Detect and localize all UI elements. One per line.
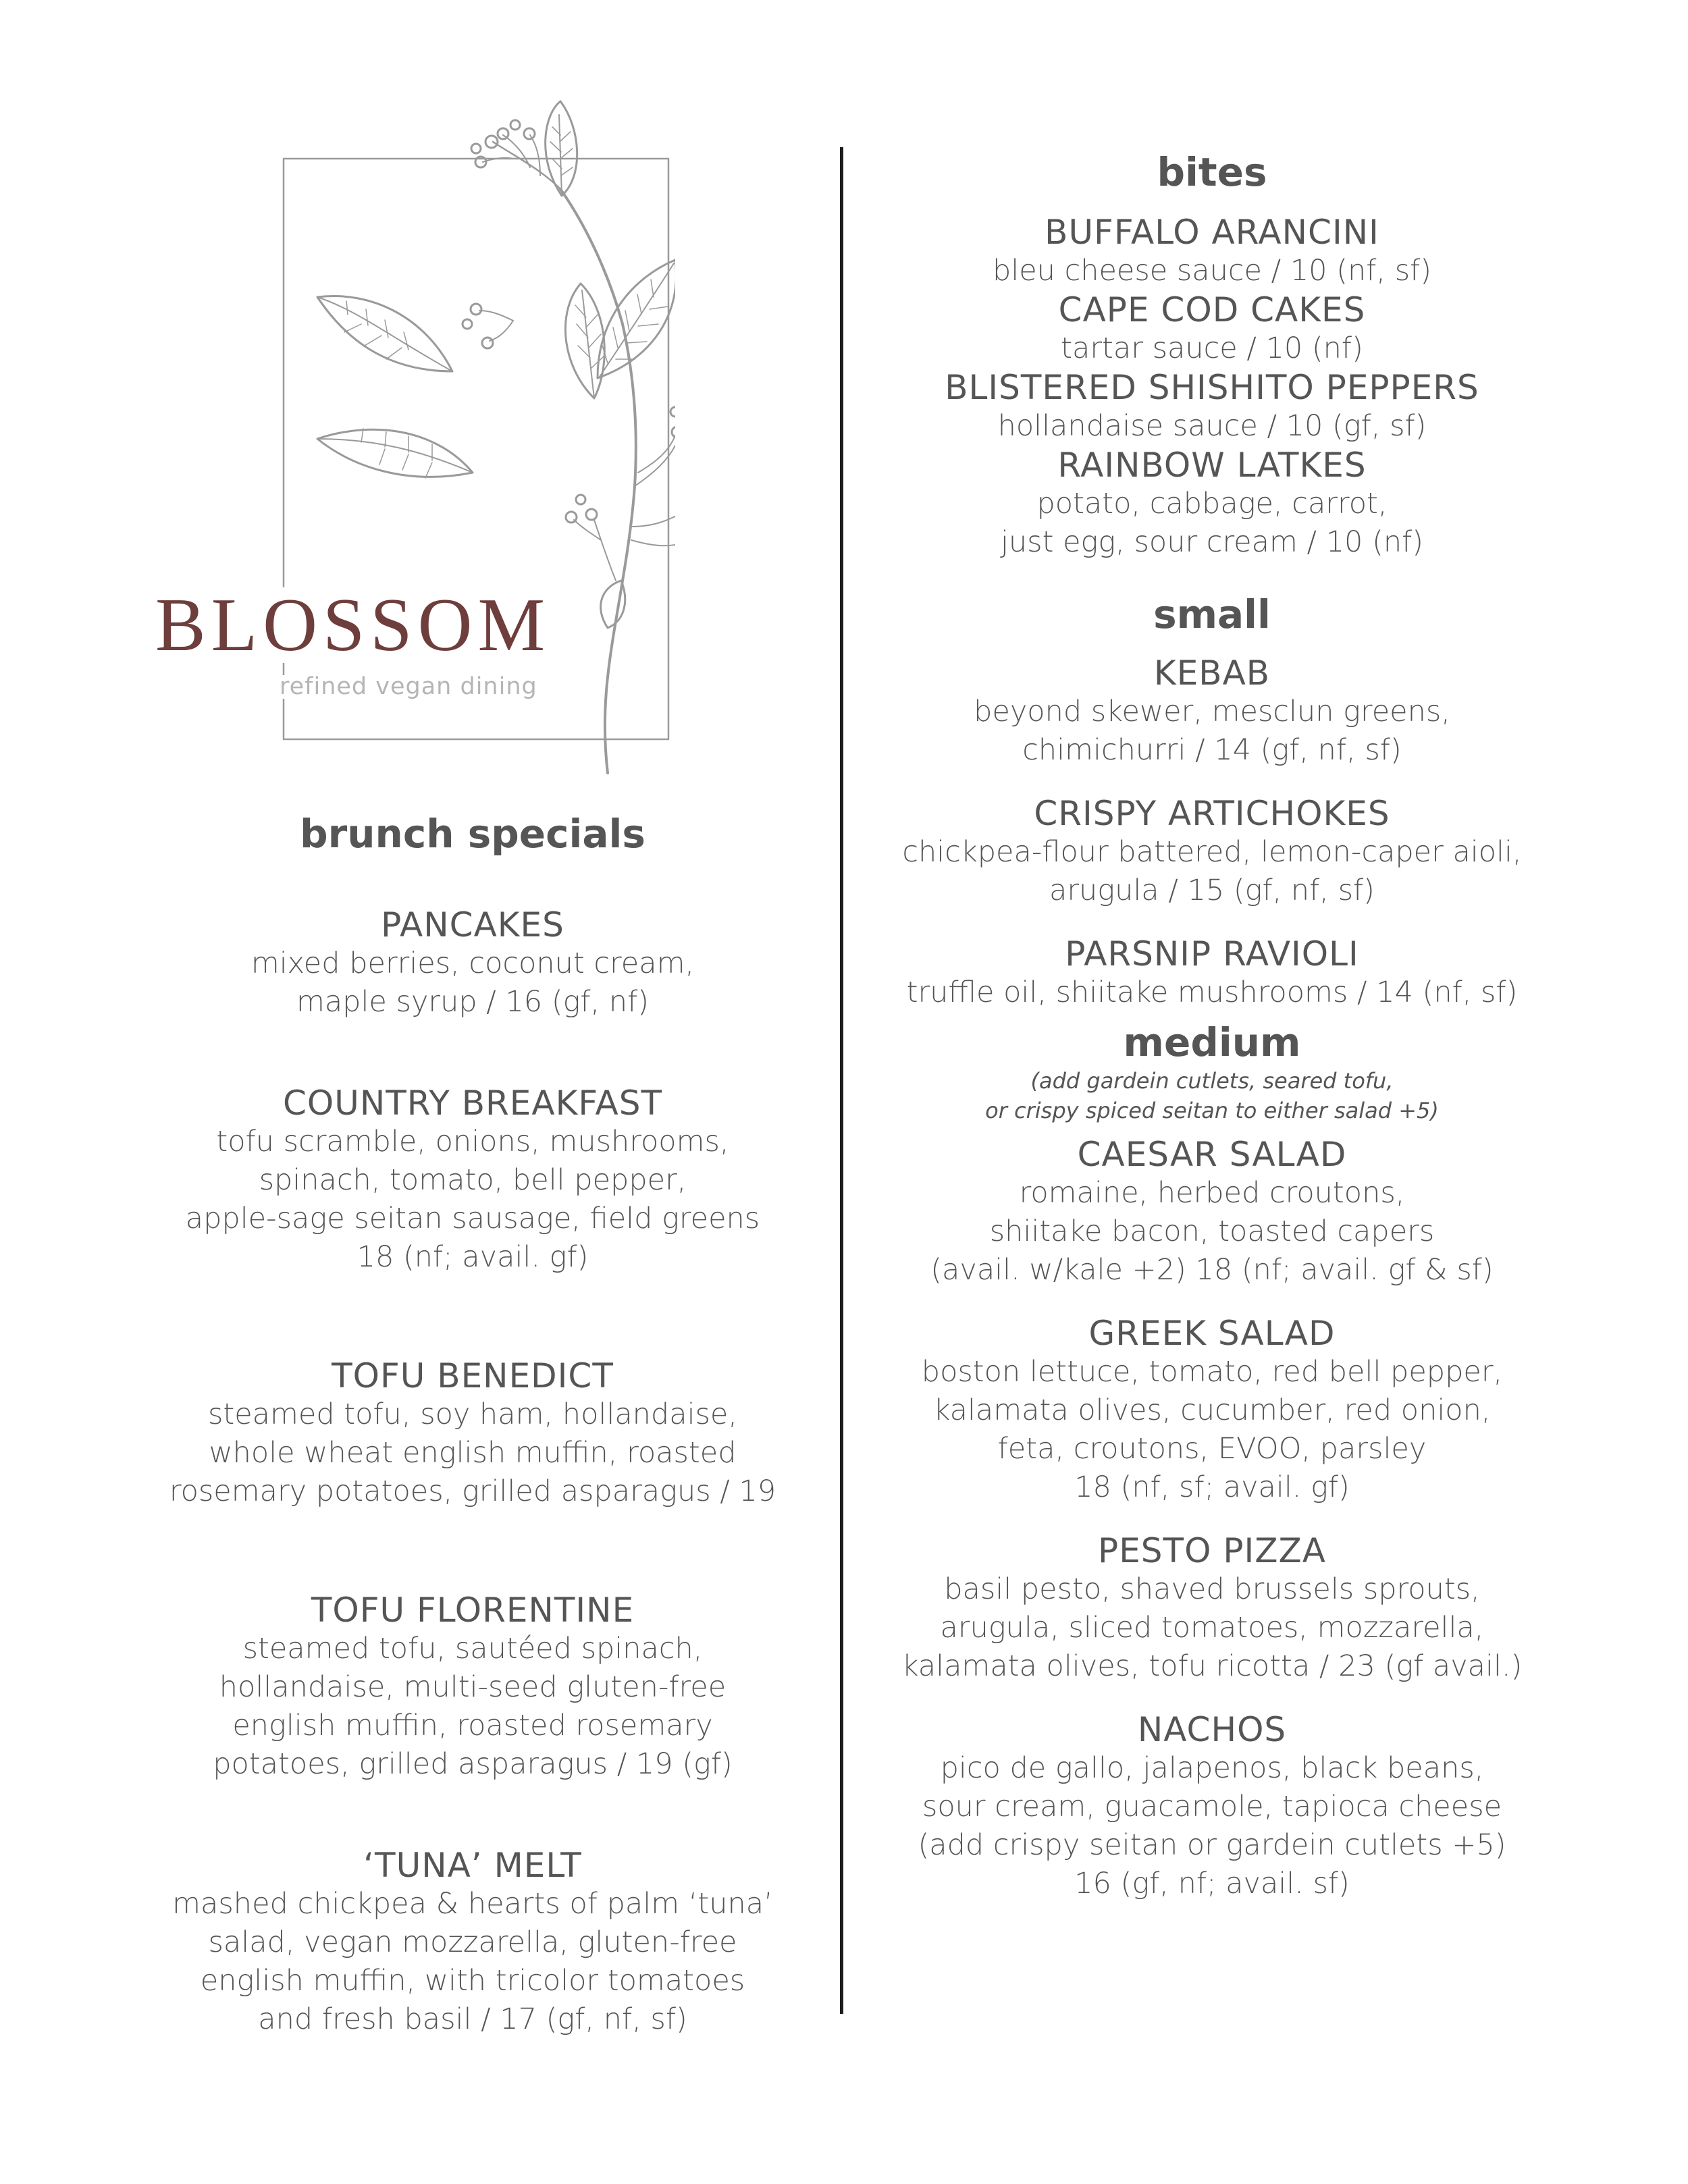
item-description: pico de gallo, jalapenos, black beans, sour cream, guacamole, tapioca cheese (add crispy seitan or gardein cutlets +5) 16 (gf, nf; avail. sf) bbox=[918, 1751, 1506, 1900]
menu-item-parsnip-ravioli bbox=[858, 934, 1566, 1012]
menu-item-buffalo-arancini bbox=[858, 213, 1566, 290]
brand-name: BLOSSOM bbox=[155, 587, 554, 663]
item-description: potato, cabbage, carrot, just egg, sour cream / 10 (nf) bbox=[1000, 487, 1424, 559]
item-name: CAESAR SALAD bbox=[1077, 1135, 1347, 1174]
item-description: tartar sauce / 10 (nf) bbox=[1061, 331, 1363, 365]
column-divider bbox=[840, 147, 843, 2014]
item-name: TOFU FLORENTINE bbox=[311, 1591, 635, 1630]
item-description: boston lettuce, tomato, red bell pepper, kalamata olives, cucumber, red onion, feta, croutons, EVOO, parsley 18 (nf, sf; avail. gf) bbox=[921, 1355, 1503, 1504]
item-description: chickpea-flour battered, lemon-caper aioli, arugula / 15 (gf, nf, sf) bbox=[902, 835, 1522, 907]
menu-item-kebab bbox=[858, 654, 1566, 770]
item-description: beyond skewer, mesclun greens, chimichurri / 14 (gf, nf, sf) bbox=[974, 695, 1450, 767]
menu-item-greek-salad bbox=[858, 1314, 1566, 1507]
menu-item-cape-cod-cakes bbox=[858, 290, 1566, 368]
menu-item-rainbow-latkes bbox=[858, 446, 1566, 562]
menu-item-pesto-pizza bbox=[858, 1531, 1566, 1686]
brunch-specials-section bbox=[122, 807, 824, 2101]
menu-item-tuna-melt bbox=[122, 1846, 824, 2039]
menu-item-tofu-florentine bbox=[122, 1591, 824, 1784]
item-description: hollandaise sauce / 10 (gf, sf) bbox=[997, 409, 1427, 443]
item-description: mashed chickpea & hearts of palm ‘tuna’ salad, vegan mozzarella, gluten-free english muffin, with tricolor tomatoes and fresh basil / 17 (gf, nf, sf) bbox=[172, 1887, 773, 2036]
item-name: KEBAB bbox=[1153, 654, 1271, 693]
item-description: basil pesto, shaved brussels sprouts, arugula, sliced tomatoes, mozzarella, kalamata olives, tofu ricotta / 23 (gf avail.) bbox=[901, 1572, 1523, 1683]
menu-item-tofu-benedict bbox=[122, 1356, 824, 1511]
item-name: GREEK SALAD bbox=[1088, 1314, 1336, 1353]
item-description: tofu scramble, onions, mushrooms, spinach, tomato, bell pepper, apple-sage seitan sausage, field greens 18 (nf; avail. gf) bbox=[185, 1125, 760, 1274]
menu-item-nachos bbox=[858, 1710, 1566, 1903]
section-title-brunch-specials: brunch specials bbox=[300, 811, 645, 857]
item-name: TOFU BENEDICT bbox=[332, 1356, 614, 1395]
item-name: RAINBOW LATKES bbox=[1057, 446, 1367, 485]
item-description: steamed tofu, sautéed spinach, hollandaise, multi-seed gluten-free english muffin, roasted rosemary potatoes, grilled asparagus / 19 (gf) bbox=[213, 1632, 733, 1781]
item-name: NACHOS bbox=[1137, 1710, 1287, 1749]
restaurant-logo bbox=[135, 95, 675, 783]
item-description: mixed berries, coconut cream, maple syrup / 16 (gf, nf) bbox=[250, 947, 695, 1019]
menu-item-caesar-salad bbox=[858, 1135, 1566, 1289]
item-name: PANCAKES bbox=[381, 905, 564, 944]
item-description: romaine, herbed croutons, shiitake bacon, toasted capers (avail. w/kale +2) 18 (nf; avail. gf & sf) bbox=[930, 1176, 1494, 1287]
item-name: PESTO PIZZA bbox=[1098, 1531, 1326, 1570]
item-name: PARSNIP RAVIOLI bbox=[1065, 934, 1359, 974]
menu-item-blistered-shishito-peppers bbox=[858, 368, 1566, 446]
menu-item-crispy-artichokes bbox=[858, 794, 1566, 910]
item-name: COUNTRY BREAKFAST bbox=[282, 1084, 663, 1123]
item-name: CAPE COD CAKES bbox=[1058, 290, 1366, 329]
item-description: steamed tofu, soy ham, hollandaise, whole wheat english muffin, roasted rosemary potatoes, grilled asparagus / 19 bbox=[169, 1397, 776, 1508]
menu-item-country-breakfast bbox=[122, 1084, 824, 1277]
item-name: ‘TUNA’ MELT bbox=[363, 1846, 582, 1885]
item-name: BLISTERED SHISHITO PEPPERS bbox=[945, 368, 1479, 407]
menu-right-column bbox=[858, 145, 1566, 1903]
section-title-bites: bites bbox=[1157, 149, 1267, 195]
medium-add-on-note: (add gardein cutlets, seared tofu, or crispy spiced seitan to either salad +5) bbox=[985, 1068, 1439, 1123]
item-name: BUFFALO ARANCINI bbox=[1045, 213, 1379, 252]
item-description: bleu cheese sauce / 10 (nf, sf) bbox=[992, 254, 1432, 288]
item-name: CRISPY ARTICHOKES bbox=[1034, 794, 1390, 833]
menu-item-pancakes bbox=[122, 905, 824, 1021]
section-title-small: small bbox=[1153, 591, 1271, 637]
item-description: truffle oil, shiitake mushrooms / 14 (nf, sf) bbox=[906, 976, 1518, 1009]
brand-tagline: refined vegan dining bbox=[280, 675, 542, 699]
section-title-medium: medium bbox=[1123, 1019, 1301, 1065]
